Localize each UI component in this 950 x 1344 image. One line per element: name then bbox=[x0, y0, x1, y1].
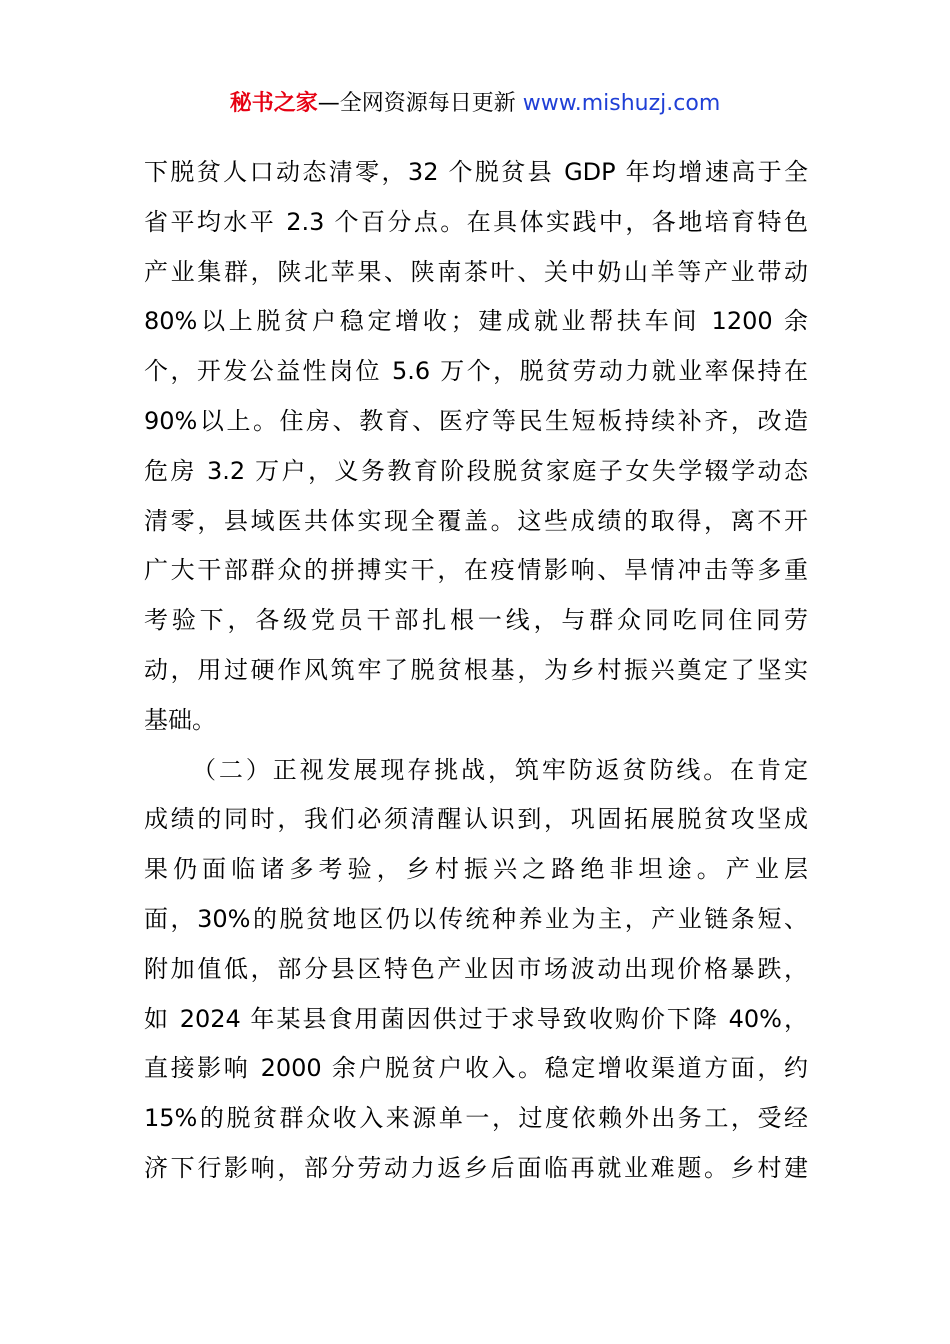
header-url-link[interactable]: www.mishuzj.com bbox=[522, 91, 721, 116]
text-line: 下脱贫人口动态清零，32 个脱贫县 GDP 年均增速高于全 bbox=[144, 158, 808, 186]
document-body bbox=[144, 148, 808, 1194]
text-line: 附加值低，部分县区特色产业因市场波动出现价格暴跌， bbox=[144, 954, 808, 983]
text-line: 80%以上脱贫户稳定增收；建成就业帮扶车间 1200 余 bbox=[144, 307, 808, 336]
text-line: 清零，县域医共体实现全覆盖。这些成绩的取得，离不开 bbox=[144, 506, 808, 535]
text-line: 个，开发公益性岗位 5.6 万个，脱贫劳动力就业率保持在 bbox=[144, 357, 808, 386]
text-line: 危房 3.2 万户，义务教育阶段脱贫家庭子女失学辍学动态 bbox=[144, 456, 808, 485]
text-line: 考验下，各级党员干部扎根一线，与群众同吃同住同劳 bbox=[144, 606, 808, 635]
text-line: 济下行影响，部分劳动力返乡后面临再就业难题。乡村建 bbox=[144, 1153, 808, 1182]
page-header bbox=[0, 88, 950, 120]
text-line: 如 2024 年某县食用菌因供过于求导致收购价下降 40%， bbox=[144, 1004, 808, 1033]
text-line: 面，30%的脱贫地区仍以传统种养业为主，产业链条短、 bbox=[144, 904, 808, 933]
text-line: 产业集群，陕北苹果、陕南茶叶、关中奶山羊等产业带动 bbox=[144, 257, 808, 286]
section-heading-line: （二）正视发展现存挑战，筑牢防返贫防线。在肯定 bbox=[192, 755, 808, 784]
text-line: 动，用过硬作风筑牢了脱贫根基，为乡村振兴奠定了坚实 bbox=[144, 655, 808, 684]
text-line: 果仍面临诸多考验，乡村振兴之路绝非坦途。产业层 bbox=[144, 855, 808, 884]
text-line: 成绩的同时，我们必须清醒认识到，巩固拓展脱贫攻坚成 bbox=[144, 805, 808, 834]
text-line: 直接影响 2000 余户脱贫户收入。稳定增收渠道方面，约 bbox=[144, 1054, 808, 1083]
text-line: 15%的脱贫群众收入来源单一，过度依赖外出务工，受经 bbox=[144, 1104, 808, 1133]
text-line: 90%以上。住房、教育、医疗等民生短板持续补齐，改造 bbox=[144, 406, 808, 435]
text-line: 广大干部群众的拼搏实干，在疫情影响、旱情冲击等多重 bbox=[144, 556, 808, 585]
header-tagline: —全网资源每日更新 bbox=[317, 91, 523, 116]
text-line: 基础。 bbox=[144, 705, 216, 734]
header-brand: 秘书之家 bbox=[229, 91, 318, 116]
text-line: 省平均水平 2.3 个百分点。在具体实践中，各地培育特色 bbox=[144, 207, 808, 236]
